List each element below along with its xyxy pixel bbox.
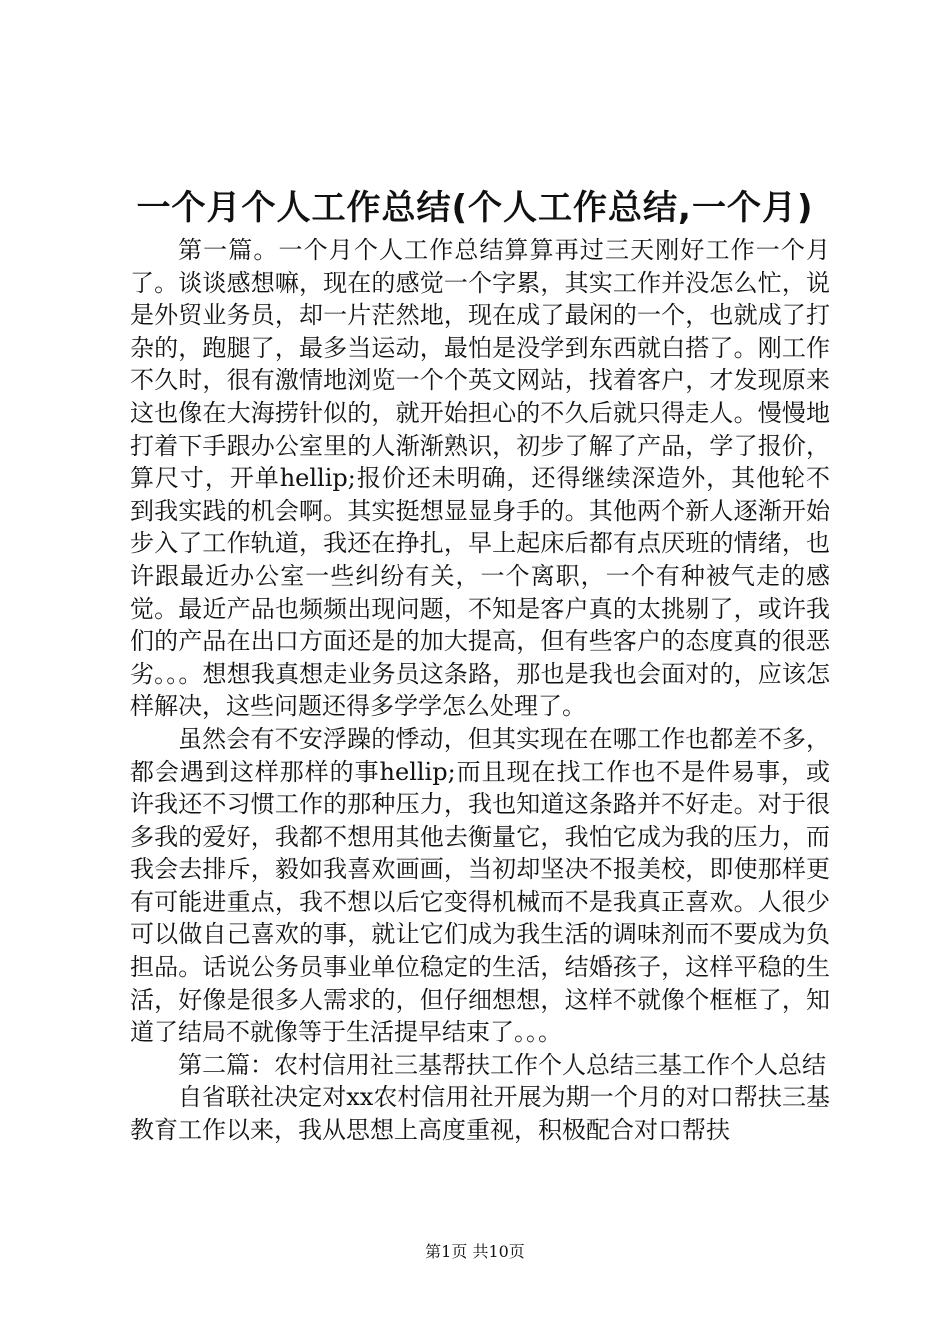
document-title: 一个月个人工作总结(个人工作总结,一个月) — [136, 188, 814, 228]
document-body — [130, 234, 830, 1147]
paragraph-1: 第一篇。一个月个人工作总结算算再过三天刚好工作一个月了。谈谈感想嘛，现在的感觉一个字累，其实工作并没怎么忙，说是外贸业务员，却一片茫然地，现在成了最闲的一个，也就成了打杂的，跑腿了，最多当运动，最怕是没学到东西就白搭了。刚工作不久时，很有激情地浏览一个个英文网站，找着客户，才发现原来这也像在大海捞针似的，就开始担心的不久后就只得走人。慢慢地打着下手跟办公室里的人渐渐熟识，初步了解了产品，学了报价，算尺寸，开单hellip;报价还未明确，还得继续深造外，其他轮不到我实践的机会啊。其实挺想显显身手的。其他两个新人逐渐开始步入了工作轨道，我还在挣扎，早上起床后都有点厌班的情绪，也许跟最近办公室一些纠纷有关，一个离职，一个有种被气走的感觉。最近产品也频频出现问题，不知是客户真的太挑剔了，或许我们的产品在出口方面还是的加大提高，但有些客户的态度真的很恶劣。。。想想我真想走业务员这条路，那也是我也会面对的，应该怎样解决，这些问题还得多学学怎么处理了。 — [130, 236, 830, 721]
paragraph-3-section-heading: 第二篇：农村信用社三基帮扶工作个人总结三基工作个人总结 — [178, 1050, 826, 1079]
page-number-footer: 第1页 共10页 — [425, 1242, 525, 1261]
paragraph-2: 虽然会有不安浮躁的悸动，但其实现在在哪工作也都差不多，都会遇到这样那样的事hellip;而且现在找工作也不是件易事，或许我还不习惯工作的那种压力，我也知道这条路并不好走。对于很多我的爱好，我都不想用其他去衡量它，我怕它成为我的压力，而我会去排斥，毅如我喜欢画画，当初却坚决不报美校，即使那样更有可能进重点，我不想以后它变得机械而不是我真正喜欢。人很少可以做自己喜欢的事，就让它们成为我生活的调味剂而不要成为负担品。话说公务员事业单位稳定的生活，结婚孩子，这样平稳的生活，好像是很多人需求的，但仔细想想，这样不就像个框框了，知道了结局不就像等于生活提早结束了。。。 — [130, 724, 830, 1047]
paragraph-4: 自省联社决定对xx农村信用社开展为期一个月的对口帮扶三基教育工作以来，我从思想上高度重视，积极配合对口帮扶 — [130, 1083, 830, 1145]
